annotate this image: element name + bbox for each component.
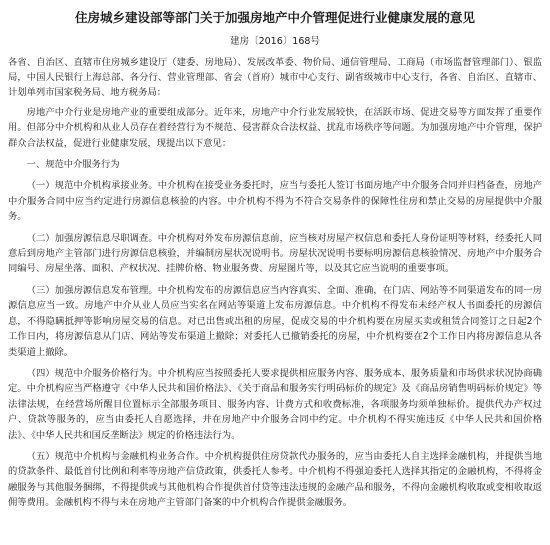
intro-paragraph: 房地产中介行业是房地产业的重要组成部分。近年来，房地产中介行业发展较快，在活跃市场、促进交易等方面发挥了重要作用。但部分中介机构和从业人员存在着经营行为不规范、侵害群众合法权益、扰乱市场秩序等问题。为加强房地产中介管理，保护群众合法权益，促进行业健康发展，现提出以下意见： — [8, 106, 542, 149]
item-paragraph: （一）规范中介机构承接业务。中介机构在接受业务委托时，应当与委托人签订书面房地产中介服务合同并归档备查，房地产中介服务合同中应当约定进行房源信息核验的内容。中介机构不得为不符合交易条件的保障性住房和禁止交易的房屋提供中介服务。 — [8, 180, 542, 223]
item-paragraph: （四）规范中介服务价格行为。中介机构应当按照委托人要求提供相应服务内容、服务成本、服务质量和市场供求状况协商确定。中介机构应当严格遵守《中华人民共和国价格法》、《关于商品和服务实行明码标价的规定》及《商品房销售明码标价规定》等法律法规，在经营场所醒目位置标示全部服务项目、服务内容、计费方式和收费标准，各项服务均须单独标价。提供代办产权过户、贷款等服务的，应当由委托人自愿选择，并在房地产中介服务合同中约定。中介机构不得实施违反《中华人民共和国价格法》、《中华人民共和国反垄断法》规定的价格违法行为。 — [8, 367, 542, 441]
item-paragraph: （二）加强房源信息尽职调查。中介机构对外发布房源信息前，应当核对房屋产权信息和委托人身份证明等材料，经委托人同意后到房地产主管部门进行房源信息核验，并编制房屋状况说明书。房屋状况说明书要标明房源信息核验情况、房地产中介服务合同编号、房屋坐落、面积、产权状况、挂牌价格、物业服务费、房屋图片等，以及其它应当说明的重要事项。 — [8, 232, 542, 275]
addressees: 各省、自治区、直辖市住房城乡建设厅（建委、房地局）、发展改革委、物价局、通信管理局、工商局（市场监督管理部门）、银监局，中国人民银行上海总部、各分行、营业管理部、省会（首府）城市中心支行、副省级城市中心支行，各省、自治区、直辖市、计划单列市国家税务局、地方税务局： — [8, 56, 542, 99]
document-number: 建房〔2016〕168号 — [230, 36, 320, 48]
section-heading: 一、规范中介服务行为 — [26, 159, 120, 171]
item-paragraph: （五）规范中介机构与金融机构业务合作。中介机构提供住房贷款代办服务的，应当由委托人自主选择金融机构，并提供当地的贷款条件、最低首付比例和利率等房地产信贷政策，供委托人参考。中介机构不得强迫委托人选择其指定的金融机构，不得将金融服务与其他服务捆绑，不得提供或与其他机构合作提供首付贷等违法违规的金融产品和服务，不得向金融机构收取或变相收取返佣等费用。金融机构不得与未在房地产主管部门备案的中介机构合作提供金融服务。 — [8, 450, 542, 509]
item-paragraph: （三）加强房源信息发布管理。中介机构发布的房源信息应当内容真实、全面、准确，在门店、网站等不同渠道发布的同一房源信息应当一致。房地产中介从业人员应当实名在网站等渠道上发布房源信息。中介机构不得发布未经产权人书面委托的房源信息，不得隐瞒抵押等影响房屋交易的信息。对已出售或出租的房屋，促成交易的中介机构要在房屋买卖或租赁合同签订之日起2个工作日内，将房源信息从门店、网站等发布渠道上撤除；对委托人已撤销委托的房屋，中介机构要在2个工作日内将房源信息从各类渠道上撤除。 — [8, 284, 542, 358]
document-title: 住房城乡建设部等部门关于加强房地产中介管理促进行业健康发展的意见 — [74, 10, 475, 25]
